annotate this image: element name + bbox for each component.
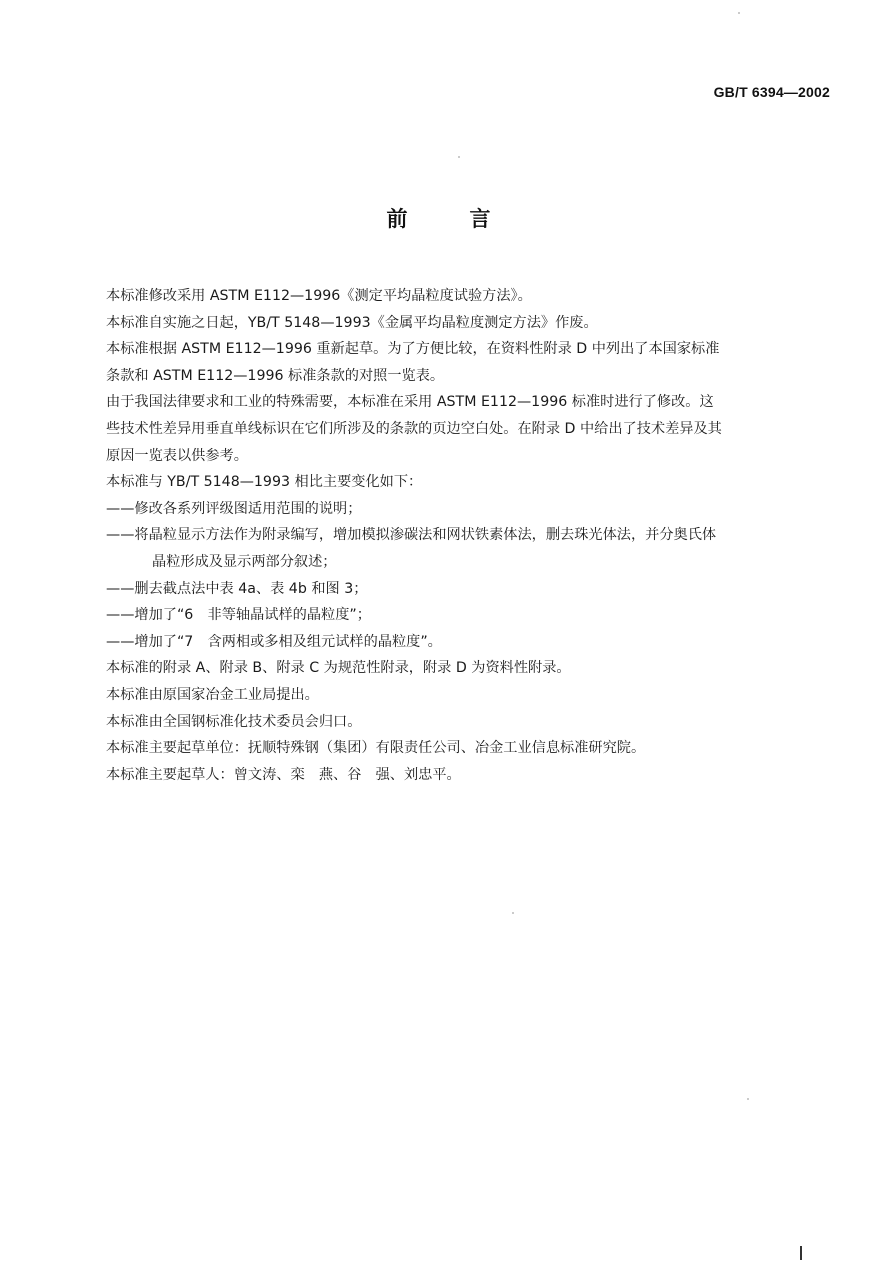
paragraph-4-line-2: 些技术性差异用垂直单线标识在它们所涉及的条款的页边空白处。在附录 D 中给出了技术差异及其 <box>106 420 722 437</box>
paragraph-4-line-3: 原因一览表以供参考。 <box>106 447 248 464</box>
paragraph-10: 本标准主要起草人：曾文涛、栾 燕、谷 强、刘忠平。 <box>106 766 461 783</box>
paragraph-5: 本标准与 YB/T 5148—1993 相比主要变化如下： <box>106 474 423 491</box>
paragraph-6: 本标准的附录 A、附录 B、附录 C 为规范性附录，附录 D 为资料性附录。 <box>106 660 571 677</box>
standard-code: GB/T 6394—2002 <box>713 84 830 100</box>
change-item: ——修改各系列评级图适用范围的说明； <box>106 500 362 517</box>
foreword-body <box>106 283 834 788</box>
scan-speck <box>738 12 740 14</box>
scan-speck <box>458 156 460 158</box>
paragraph-7: 本标准由原国家冶金工业局提出。 <box>106 686 319 703</box>
page-number <box>800 1246 802 1260</box>
change-item: ——删去截点法中表 4a、表 4b 和图 3； <box>106 580 368 597</box>
page-title: 前言 <box>386 207 553 231</box>
paragraph-3-line-1: 本标准根据 ASTM E112—1996 重新起草。为了方便比较，在资料性附录 D 中列出了本国家标准 <box>106 341 720 358</box>
paragraph-3-line-2: 条款和 ASTM E112—1996 标准条款的对照一览表。 <box>106 367 445 384</box>
paragraph-1: 本标准修改采用 ASTM E112—1996《测定平均晶粒度试验方法》。 <box>106 288 532 304</box>
change-item-continuation: 晶粒形成及显示两部分叙述； <box>152 553 337 570</box>
scan-speck <box>747 1098 749 1100</box>
paragraph-9: 本标准主要起草单位：抚顺特殊钢（集团）有限责任公司、冶金工业信息标准研究院。 <box>106 740 646 757</box>
paragraph-2: 本标准自实施之日起，YB/T 5148—1993《金属平均晶粒度测定方法》作废。 <box>106 314 598 331</box>
scan-speck <box>512 912 514 914</box>
change-item: ——将晶粒显示方法作为附录编写，增加模拟渗碳法和网状铁素体法，删去珠光体法，并分奥氏体 <box>106 527 717 544</box>
paragraph-4-line-1: 由于我国法律要求和工业的特殊需要，本标准在采用 ASTM E112—1996 标准时进行了修改。这 <box>106 394 714 411</box>
paragraph-8: 本标准由全国钢标准化技术委员会归口。 <box>106 713 362 730</box>
change-item: ——增加了“6 非等轴晶试样的晶粒度”； <box>106 607 371 624</box>
change-item: ——增加了“7 含两相或多相及组元试样的晶粒度”。 <box>106 633 442 650</box>
